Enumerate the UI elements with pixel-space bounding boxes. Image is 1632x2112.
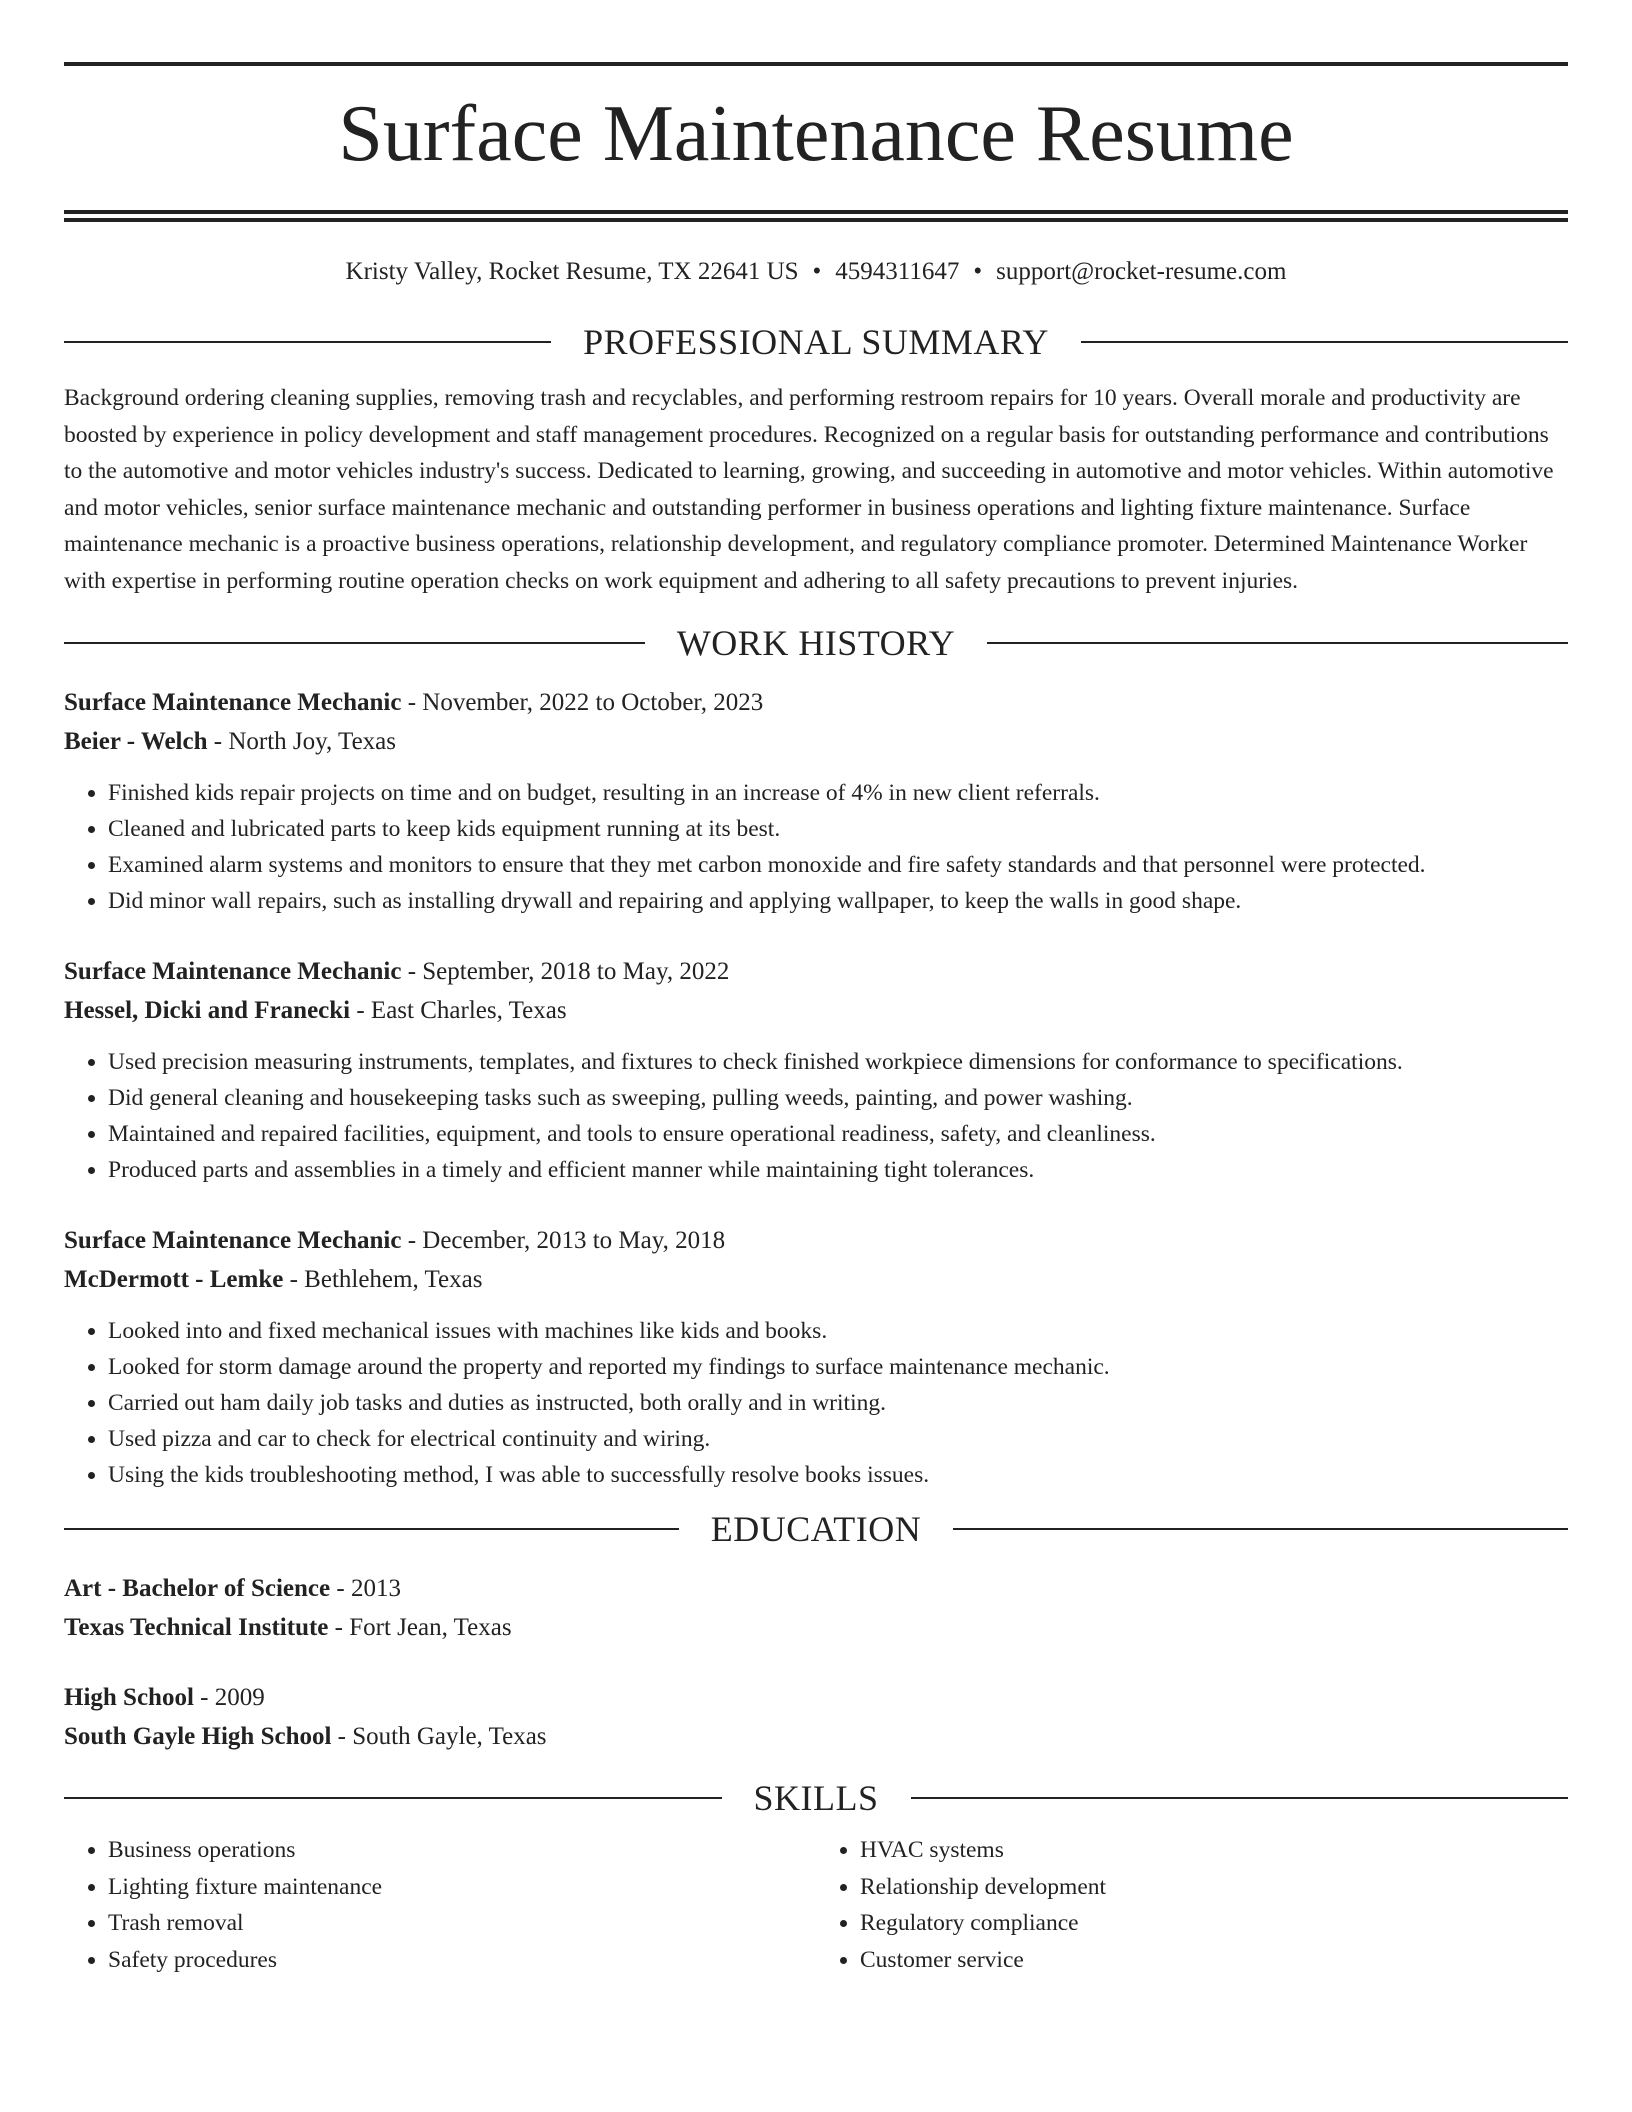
education-school-line: [64, 1608, 1568, 1647]
job-title: Surface Maintenance Mechanic: [64, 1227, 402, 1254]
section-rule-right: [911, 1797, 1569, 1799]
job-bullet: • Did general cleaning and housekeeping tasks such as sweeping, pulling weeds, painting, and power washing.: [108, 1080, 1568, 1116]
skill-item: • Trash removal: [108, 1905, 816, 1942]
education-location: - Fort Jean, Texas: [328, 1614, 512, 1641]
job-bullet: • Produced parts and assemblies in a timely and efficient manner while maintaining tight tolerances.: [108, 1152, 1568, 1188]
job-location: - North Joy, Texas: [207, 728, 397, 755]
job-title-line: [64, 1221, 1568, 1260]
education-degree: High School: [64, 1684, 194, 1711]
job-bullets: [64, 1313, 1568, 1493]
work-section-header: [64, 621, 1568, 665]
job-dates: - September, 2018 to May, 2022: [401, 958, 730, 985]
skills-list-right: [816, 1832, 1568, 1978]
contact-address: Kristy Valley, Rocket Resume, TX 22641 US: [345, 258, 799, 285]
resume-title: Surface Maintenance Resume: [338, 90, 1294, 178]
job-company-line: [64, 991, 1568, 1030]
skill-item: • Safety procedures: [108, 1942, 816, 1979]
skill-item: • Customer service: [860, 1942, 1568, 1979]
work-heading: WORK HISTORY: [676, 623, 956, 663]
skill-item: • Business operations: [108, 1832, 816, 1869]
job-bullets: [64, 1044, 1568, 1188]
top-rule: [64, 62, 1568, 66]
section-rule-left: [64, 1528, 679, 1530]
section-rule-right: [953, 1528, 1568, 1530]
contact-line: [64, 256, 1568, 288]
education-entry: [64, 1569, 1568, 1647]
job-location: - Bethlehem, Texas: [283, 1266, 483, 1293]
skill-item: • Regulatory compliance: [860, 1905, 1568, 1942]
job-company: Beier - Welch: [64, 728, 208, 755]
skill-item: • HVAC systems: [860, 1832, 1568, 1869]
job-company-line: [64, 1260, 1568, 1299]
education-heading: EDUCATION: [710, 1509, 922, 1549]
skills-section-header: [64, 1776, 1568, 1820]
job-bullet: • Did minor wall repairs, such as installing drywall and repairing and applying wallpaper, to keep the walls in good shape.: [108, 883, 1568, 919]
job-title: Surface Maintenance Mechanic: [64, 689, 402, 716]
education-degree-line: [64, 1678, 1568, 1717]
section-rule-left: [64, 642, 645, 644]
summary-section-header: [64, 320, 1568, 364]
job-bullet: • Finished kids repair projects on time and on budget, resulting in an increase of 4% in new client referrals.: [108, 775, 1568, 811]
job-company-line: [64, 722, 1568, 761]
job-bullet: • Used pizza and car to check for electrical continuity and wiring.: [108, 1421, 1568, 1457]
education-school-line: [64, 1717, 1568, 1756]
job-title-line: [64, 952, 1568, 991]
education-year: - 2013: [330, 1575, 401, 1602]
job-title: Surface Maintenance Mechanic: [64, 958, 402, 985]
education-section-header: [64, 1507, 1568, 1551]
job-company: Hessel, Dicki and Franecki: [64, 997, 351, 1024]
skill-item: • Lighting fixture maintenance: [108, 1869, 816, 1906]
contact-phone: 4594311647: [835, 258, 960, 285]
education-school: Texas Technical Institute: [64, 1614, 329, 1641]
job-title-line: [64, 683, 1568, 722]
section-rule-left: [64, 341, 551, 343]
education-degree-line: [64, 1569, 1568, 1608]
contact-separator: •: [812, 258, 822, 285]
job-company: McDermott - Lemke: [64, 1266, 284, 1293]
education-entry: [64, 1678, 1568, 1756]
education-school: South Gayle High School: [64, 1723, 332, 1750]
job-dates: - December, 2013 to May, 2018: [401, 1227, 726, 1254]
job-location: - East Charles, Texas: [350, 997, 567, 1024]
job-bullet: • Looked for storm damage around the property and reported my findings to surface maintenance mechanic.: [108, 1349, 1568, 1385]
section-rule-right: [1081, 341, 1568, 343]
job-bullet: • Cleaned and lubricated parts to keep kids equipment running at its best.: [108, 811, 1568, 847]
skills-grid: [64, 1832, 1568, 1978]
education-degree: Art - Bachelor of Science: [64, 1575, 331, 1602]
section-rule-right: [987, 642, 1568, 644]
skills-list-left: [64, 1832, 816, 1978]
skill-item: • Relationship development: [860, 1869, 1568, 1906]
job-entry: [64, 683, 1568, 919]
contact-separator: •: [973, 258, 983, 285]
job-bullet: • Carried out ham daily job tasks and duties as instructed, both orally and in writing.: [108, 1385, 1568, 1421]
summary-text: Background ordering cleaning supplies, removing trash and recyclables, and performing restroom repairs for 10 years. Overall morale and productivity are boosted by experience in policy development and staff management procedures. Recognized on a regular basis for outstanding performance and contributions to the automotive and motor vehicles industry's success. Dedicated to learning, growing, and succeeding in automotive and motor vehicles. Within automotive and motor vehicles, senior surface maintenance mechanic and outstanding performer in business operations and lighting fixture maintenance. Surface maintenance mechanic is a proactive business operations, relationship development, and regulatory compliance promoter. Determined Maintenance Worker with expertise in performing routine operation checks on work equipment and adhering to all safety precautions to prevent injuries.: [64, 385, 1554, 594]
education-year: - 2009: [193, 1684, 265, 1711]
job-bullets: [64, 775, 1568, 919]
job-entry: [64, 952, 1568, 1188]
job-bullet: • Maintained and repaired facilities, equipment, and tools to ensure operational readiness, safety, and cleanliness.: [108, 1116, 1568, 1152]
job-bullet: • Used precision measuring instruments, templates, and fixtures to check finished workpiece dimensions for conformance to specifications.: [108, 1044, 1568, 1080]
summary-heading: PROFESSIONAL SUMMARY: [583, 322, 1049, 362]
job-dates: - November, 2022 to October, 2023: [401, 689, 764, 716]
education-location: - South Gayle, Texas: [331, 1723, 547, 1750]
job-bullet: • Examined alarm systems and monitors to ensure that they met carbon monoxide and fire safety standards and that personnel were protected.: [108, 847, 1568, 883]
job-entry: [64, 1221, 1568, 1493]
skills-heading: SKILLS: [753, 1778, 879, 1818]
job-bullet: • Looked into and fixed mechanical issues with machines like kids and books.: [108, 1313, 1568, 1349]
job-bullet: • Using the kids troubleshooting method, I was able to successfully resolve books issues.: [108, 1457, 1568, 1493]
contact-email: support@rocket-resume.com: [996, 258, 1287, 285]
title-double-rule: [64, 210, 1568, 222]
section-rule-left: [64, 1797, 722, 1799]
